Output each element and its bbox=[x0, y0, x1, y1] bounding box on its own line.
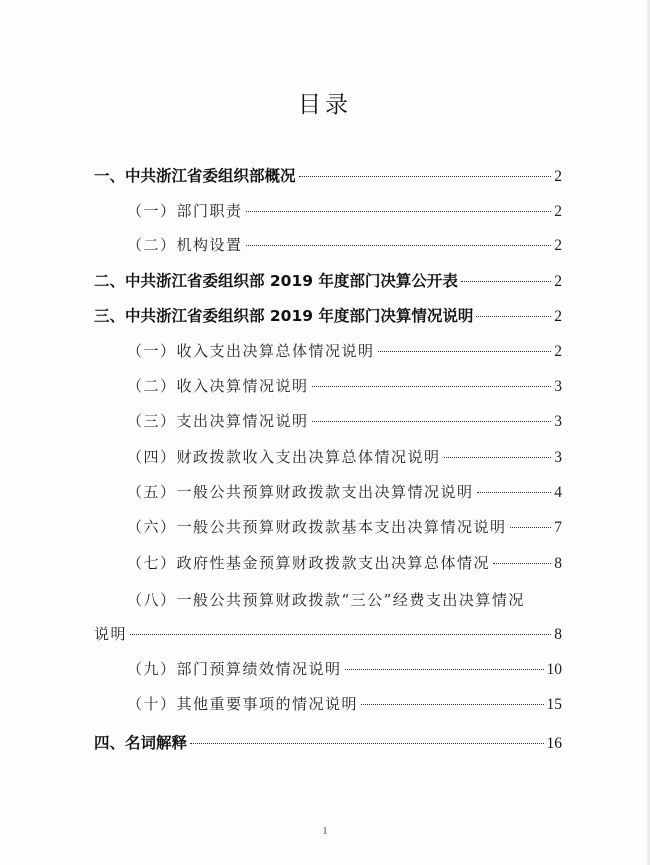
dot-leader bbox=[510, 527, 552, 528]
toc-entry bbox=[127, 659, 562, 680]
dot-leader bbox=[299, 176, 552, 177]
dot-leader bbox=[361, 704, 543, 705]
toc-entry-label: （一）收入支出决算总体情况说明 bbox=[127, 342, 375, 360]
toc-entry-page: 2 bbox=[554, 203, 562, 220]
toc-entry-label: （五）一般公共预算财政拨款支出决算情况说明 bbox=[127, 483, 474, 501]
dot-leader bbox=[312, 386, 552, 387]
toc-entry bbox=[94, 733, 562, 754]
toc-entry-page: 2 bbox=[554, 168, 562, 185]
toc-title: 目录 bbox=[298, 92, 352, 118]
toc-entry-page: 16 bbox=[546, 735, 562, 752]
toc-entry bbox=[127, 482, 562, 503]
dot-leader bbox=[345, 669, 544, 670]
toc-entry bbox=[94, 271, 562, 292]
toc-entry-page: 2 bbox=[554, 343, 562, 360]
dot-leader bbox=[312, 421, 552, 422]
toc-entry-page: 8 bbox=[554, 626, 562, 643]
toc-entry-continuation: 说明 bbox=[94, 625, 128, 643]
toc-entry-page: 3 bbox=[554, 378, 562, 395]
page-number: 1 bbox=[322, 825, 328, 837]
toc-entry-label: （九）部门预算绩效情况说明 bbox=[127, 660, 342, 678]
toc-entry-page: 15 bbox=[546, 696, 562, 713]
dot-leader bbox=[246, 211, 552, 212]
toc-entry bbox=[94, 306, 562, 327]
toc-entry-label: （二）收入决算情况说明 bbox=[127, 377, 309, 395]
toc-entry-label: 四、名词解释 bbox=[94, 734, 188, 752]
dot-leader bbox=[190, 743, 543, 744]
toc-entry-page: 10 bbox=[546, 661, 562, 678]
toc-entry-label: 一、中共浙江省委组织部概况 bbox=[94, 167, 296, 185]
toc-entry-page: 2 bbox=[554, 308, 562, 325]
toc-entry bbox=[127, 694, 562, 715]
toc-entry-page: 2 bbox=[554, 273, 562, 290]
toc-entry-label: （四）财政拨款收入支出决算总体情况说明 bbox=[127, 448, 441, 466]
toc-entry bbox=[127, 447, 562, 468]
toc-entry-label: （六）一般公共预算财政拨款基本支出决算情况说明 bbox=[127, 518, 507, 536]
toc-entry-label: 三、中共浙江省委组织部 2019 年度部门决算情况说明 bbox=[94, 307, 474, 325]
toc-entry bbox=[94, 624, 562, 645]
toc-entry bbox=[127, 341, 562, 362]
toc-entry-page: 2 bbox=[554, 237, 562, 254]
dot-leader bbox=[493, 563, 551, 564]
toc-entry-label: （一）部门职责 bbox=[127, 202, 243, 220]
dot-leader bbox=[476, 316, 551, 317]
toc-entry bbox=[127, 517, 562, 538]
toc-entry-label: （八）一般公共预算财政拨款“三公”经费支出决算情况 bbox=[127, 591, 525, 609]
toc-entry bbox=[127, 376, 562, 397]
toc-entry bbox=[127, 235, 562, 256]
toc-entry-label: 二、中共浙江省委组织部 2019 年度部门决算公开表 bbox=[94, 272, 458, 290]
dot-leader bbox=[444, 457, 552, 458]
toc-entry-label: （三）支出决算情况说明 bbox=[127, 412, 309, 430]
dot-leader bbox=[477, 492, 552, 493]
dot-leader bbox=[378, 351, 552, 352]
toc-entry-page: 8 bbox=[554, 555, 562, 572]
toc-entry-page: 3 bbox=[554, 413, 562, 430]
toc-entry bbox=[127, 553, 562, 574]
toc-entry-page: 3 bbox=[554, 449, 562, 466]
toc-entry bbox=[127, 201, 562, 222]
dot-leader bbox=[246, 245, 552, 246]
toc-entry bbox=[127, 411, 562, 432]
toc-entry-label: （十）其他重要事项的情况说明 bbox=[127, 695, 359, 713]
dot-leader bbox=[130, 634, 551, 635]
toc-entry-label: （七）政府性基金预算财政拨款支出决算总体情况 bbox=[127, 554, 491, 572]
toc-entry-label: （二）机构设置 bbox=[127, 236, 243, 254]
toc-entry-page: 4 bbox=[554, 484, 562, 501]
dot-leader bbox=[461, 281, 551, 282]
toc-entry bbox=[94, 166, 562, 187]
toc-entry-page: 7 bbox=[554, 519, 562, 536]
